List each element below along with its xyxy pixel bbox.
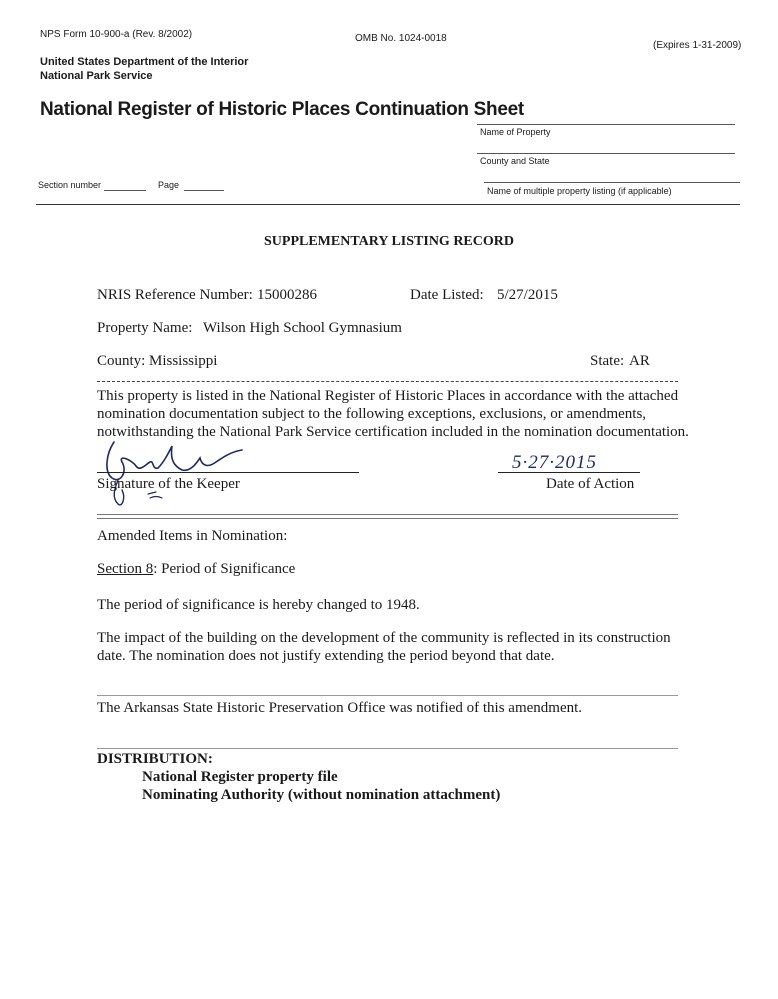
- nris-value: 15000286: [257, 287, 317, 303]
- section-8-subject: : Period of Significance: [153, 561, 296, 577]
- page-title: National Register of Historic Places Continuation Sheet: [40, 99, 524, 120]
- county-state-label: County and State: [480, 156, 550, 166]
- impact-line-2: date. The nomination does not justify extending the period beyond that date.: [97, 648, 555, 664]
- section-number-label: Section number: [38, 180, 102, 190]
- statement-line-3: notwithstanding the National Park Service certification included in the nomination documentation.: [97, 424, 689, 440]
- handwritten-date: 5·27·2015: [512, 452, 597, 473]
- state-label: State:: [590, 353, 625, 369]
- name-of-property-line: [477, 124, 735, 125]
- date-of-action-label: Date of Action: [546, 476, 635, 492]
- signature-line: [97, 472, 359, 473]
- agency-name: National Park Service: [40, 70, 153, 82]
- distribution-item: Nominating Authority (without nomination attachment): [142, 787, 501, 803]
- period-change-text: The period of significance is hereby changed to 1948.: [97, 597, 420, 613]
- page-number-field: [184, 190, 224, 191]
- statement-line-2: nomination documentation subject to the following exceptions, exclusions, or amendments,: [97, 406, 647, 422]
- date-line: [498, 472, 640, 473]
- state-value: AR: [629, 353, 650, 369]
- multiple-listing-line: [484, 182, 740, 183]
- record-heading: SUPPLEMENTARY LISTING RECORD: [264, 234, 514, 249]
- date-listed-label: Date Listed:: [410, 287, 484, 303]
- distribution-item: National Register property file: [142, 769, 338, 785]
- department-name: United States Department of the Interior: [40, 56, 249, 68]
- name-of-property-label: Name of Property: [480, 127, 551, 137]
- header-divider: [36, 204, 740, 205]
- property-name-label: Property Name:: [97, 320, 193, 336]
- signature-label: Signature of the Keeper: [97, 476, 240, 492]
- amendment-divider: [97, 695, 678, 696]
- record-divider: [97, 381, 678, 382]
- shpo-note: The Arkansas State Historic Preservation Office was notified of this amendment.: [97, 700, 583, 716]
- impact-line-1: The impact of the building on the development of the community is reflected in its construction: [97, 630, 671, 646]
- omb-number: OMB No. 1024-0018: [355, 33, 447, 44]
- section-8-link: Section 8: [97, 561, 154, 577]
- expiration-date: (Expires 1-31-2009): [653, 40, 742, 51]
- amended-items-heading: Amended Items in Nomination:: [97, 528, 288, 544]
- county-label: County:: [97, 353, 146, 369]
- property-name-value: Wilson High School Gymnasium: [203, 320, 402, 336]
- section-8-title: [97, 561, 295, 578]
- distribution-divider: [97, 748, 678, 749]
- nris-label: NRIS Reference Number:: [97, 287, 253, 303]
- county-state-line: [477, 153, 735, 154]
- page-number-label: Page: [158, 180, 180, 190]
- section-number-field: [104, 190, 146, 191]
- multiple-listing-label: Name of multiple property listing (if applicable): [487, 186, 672, 196]
- form-id: NPS Form 10-900-a (Rev. 8/2002): [40, 29, 193, 40]
- county-value: Mississippi: [149, 353, 218, 369]
- record-end-divider: [97, 514, 678, 519]
- date-listed-value: 5/27/2015: [497, 287, 558, 303]
- statement-line-1: This property is listed in the National Register of Historic Places in accordance with the attached: [97, 388, 679, 404]
- distribution-heading: DISTRIBUTION:: [97, 751, 213, 767]
